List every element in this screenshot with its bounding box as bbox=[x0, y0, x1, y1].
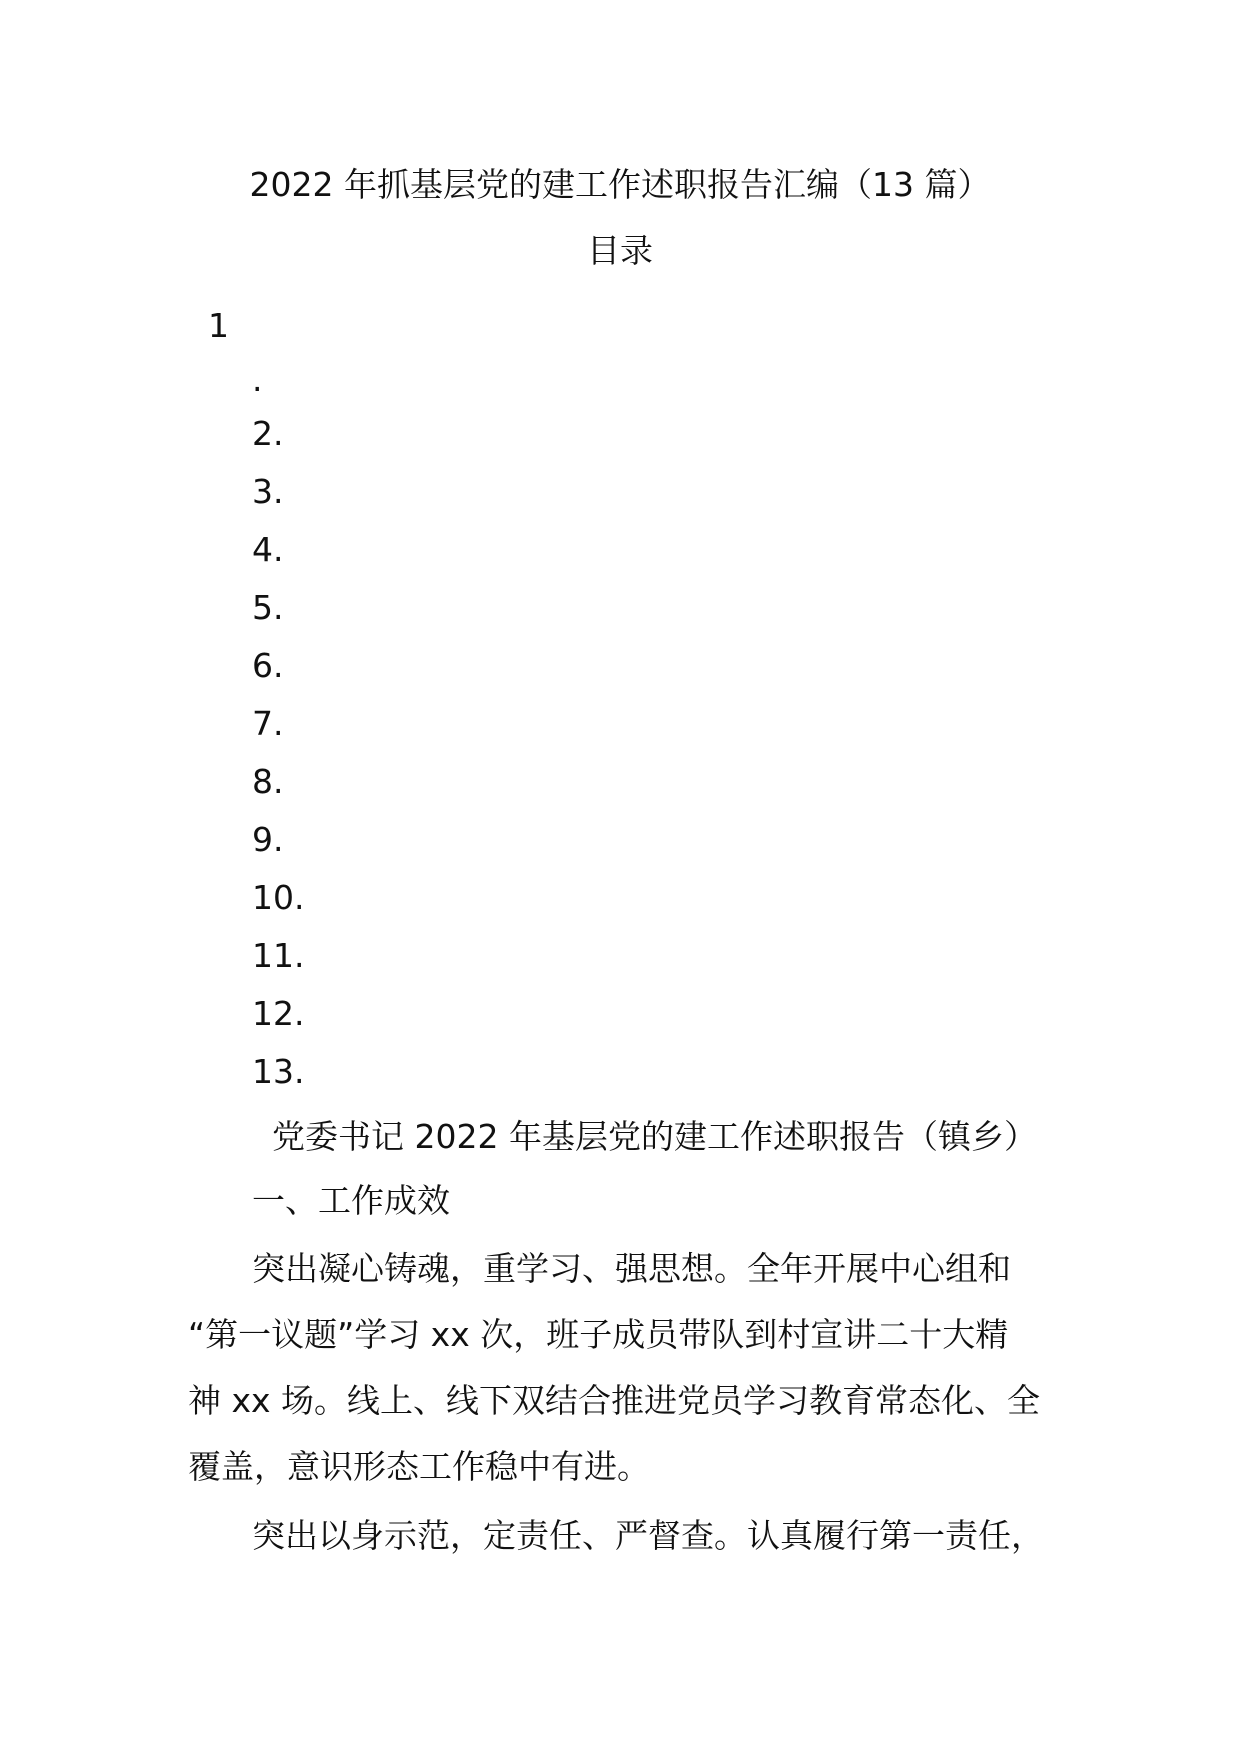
paragraph-line: 突出以身示范，定责任、严督查。认真履行第一责任， bbox=[252, 1516, 1044, 1555]
toc-item: 11. bbox=[252, 936, 305, 975]
toc-item: 3. bbox=[252, 472, 284, 511]
toc-item: 13. bbox=[252, 1052, 305, 1091]
toc-item: 12. bbox=[252, 994, 305, 1033]
paragraph-line: 突出凝心铸魂，重学习、强思想。全年开展中心组和 bbox=[252, 1249, 1011, 1288]
toc-item: 5. bbox=[252, 588, 284, 627]
paragraph-line: 覆盖，意识形态工作稳中有进。 bbox=[188, 1447, 650, 1486]
toc-heading: 目录 bbox=[587, 231, 653, 270]
section-title: 党委书记 2022 年基层党的建工作述职报告（镇乡） bbox=[272, 1117, 1037, 1156]
toc-item: 4. bbox=[252, 530, 284, 569]
toc-item-number: 1 bbox=[208, 306, 229, 345]
toc-item: 6. bbox=[252, 646, 284, 685]
toc-item: 8. bbox=[252, 762, 284, 801]
toc-item: 10. bbox=[252, 878, 305, 917]
paragraph-line: 神 xx 场。线上、线下双结合推进党员学习教育常态化、全 bbox=[188, 1381, 1041, 1420]
toc-item-dot: . bbox=[252, 360, 263, 399]
toc-item: 2. bbox=[252, 414, 284, 453]
toc-item: 7. bbox=[252, 704, 284, 743]
document-title: 2022 年抓基层党的建工作述职报告汇编（13 篇） bbox=[249, 165, 991, 204]
heading-1: 一、工作成效 bbox=[252, 1181, 450, 1220]
paragraph-line: “第一议题”学习 xx 次，班子成员带队到村宣讲二十大精 bbox=[188, 1315, 1009, 1354]
toc-item: 9. bbox=[252, 820, 284, 859]
